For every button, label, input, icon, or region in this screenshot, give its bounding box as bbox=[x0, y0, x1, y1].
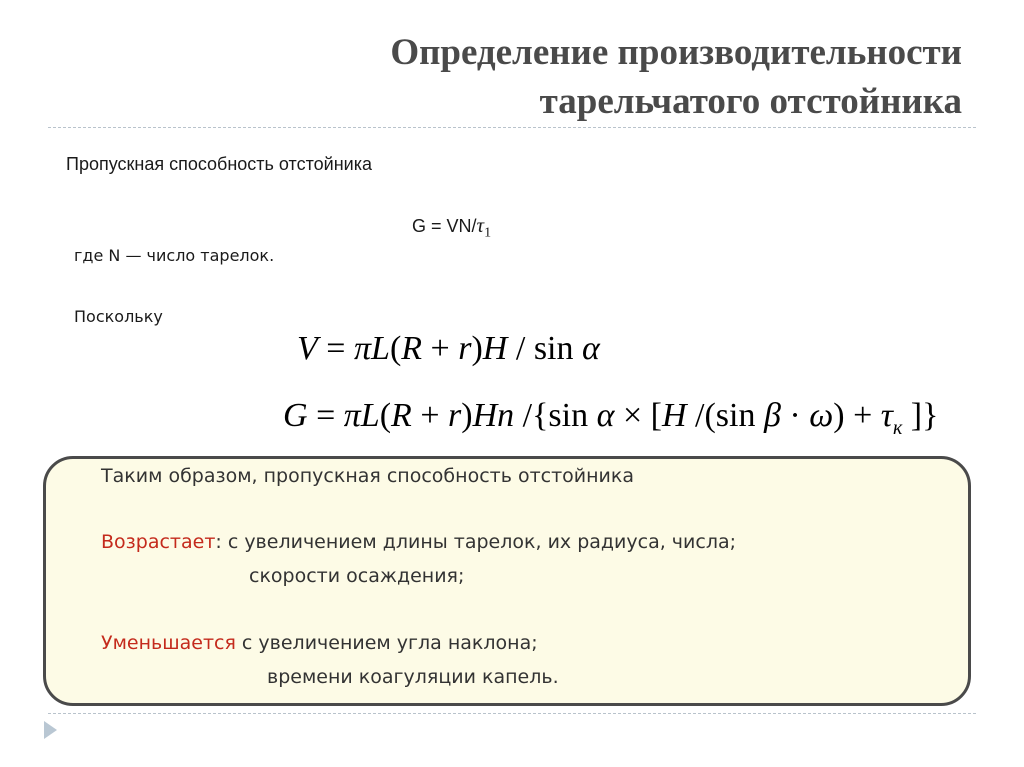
eq2-tau-sub: к bbox=[892, 416, 903, 439]
eq2-tau: τ bbox=[880, 397, 893, 434]
decrease-text: с увеличением угла наклона; bbox=[235, 632, 538, 654]
eq2-lhs: G bbox=[283, 397, 308, 434]
eq2-omega: ω bbox=[809, 397, 834, 434]
increase-line bbox=[101, 531, 736, 553]
volume-equation: V = πL(R + r)H / sin α bbox=[297, 330, 600, 367]
top-divider bbox=[48, 127, 976, 128]
since-label: Поскольку bbox=[74, 307, 163, 326]
eq1-alpha: α bbox=[582, 330, 600, 367]
eq2-sin: sin bbox=[548, 397, 589, 434]
eq2-alpha: α bbox=[596, 397, 615, 434]
page-title bbox=[390, 28, 962, 126]
eq2-H: H bbox=[472, 397, 498, 434]
title-line-2: тарельчатого отстойника bbox=[539, 81, 962, 122]
throughput-equation: G = πL(R + r)Hn /{sin α × [H /(sin $\beta \cdot \omega) + \tau_к$ ]} bbox=[283, 397, 939, 439]
eq2-R: R bbox=[391, 397, 412, 434]
decrease-label: Уменьшается bbox=[101, 632, 236, 654]
formula-prefix: G = VN/ bbox=[412, 216, 477, 236]
where-note: где N — число тарелок. bbox=[74, 246, 275, 265]
eq2-H2: H bbox=[661, 397, 687, 434]
formula-tau: τ bbox=[476, 213, 485, 237]
eq1-lhs: V bbox=[297, 330, 318, 367]
eq2-pi: π bbox=[343, 397, 361, 434]
bottom-divider bbox=[48, 713, 976, 714]
triangle-right-icon[interactable] bbox=[44, 721, 57, 739]
increase-label: Возрастает bbox=[101, 531, 216, 553]
eq2-r: r bbox=[448, 397, 462, 434]
summary-intro: Таким образом, пропускная способность отстойника bbox=[101, 465, 635, 487]
summary-box bbox=[43, 456, 971, 706]
increase-text: : с увеличением длины тарелок, их радиуса, числа; bbox=[215, 531, 737, 553]
decrease-line-2: времени коагуляции капель. bbox=[267, 666, 559, 688]
eq1-sin: sin bbox=[533, 330, 574, 367]
eq2-beta: β bbox=[763, 397, 781, 434]
decrease-line bbox=[101, 632, 538, 654]
eq1-R: R bbox=[401, 330, 423, 367]
eq1-pi: π bbox=[353, 330, 372, 367]
throughput-formula bbox=[412, 213, 491, 242]
lead-text: Пропускная способность отстойника bbox=[66, 154, 372, 174]
eq2-sin2: sin bbox=[715, 397, 756, 434]
eq1-r: r bbox=[458, 330, 472, 367]
eq1-H: H bbox=[482, 330, 508, 367]
eq1-L: L bbox=[371, 330, 390, 367]
title-line-1: Определение производительности bbox=[390, 32, 962, 73]
eq2-L: L bbox=[360, 397, 380, 434]
increase-line-2: скорости осаждения; bbox=[249, 565, 465, 587]
formula-tau-sub: 1 bbox=[484, 225, 492, 241]
eq2-n: n bbox=[497, 397, 515, 434]
